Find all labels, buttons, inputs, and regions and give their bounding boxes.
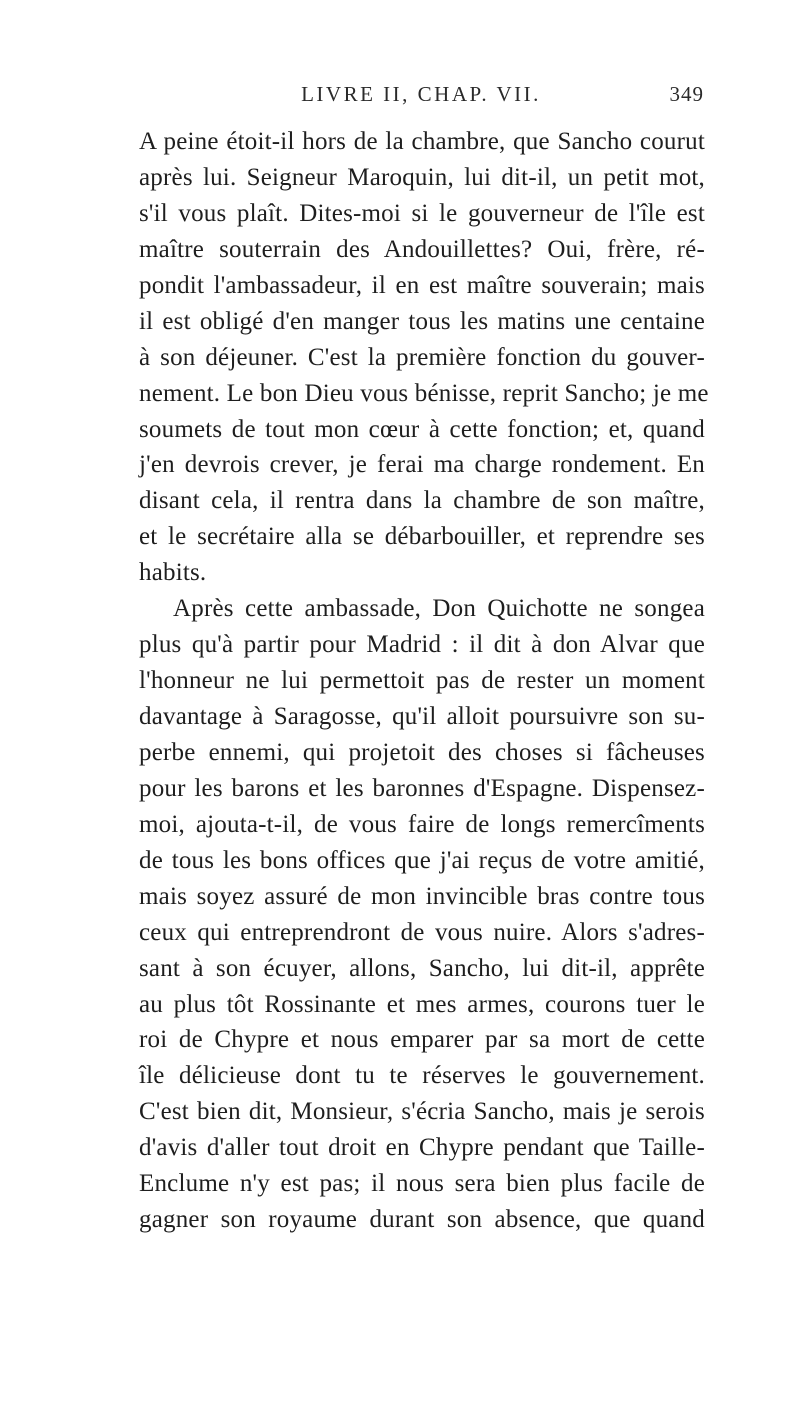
text-line: maître souterrain des Andouillettes? Oui, frère, ré- — [139, 235, 705, 263]
text-line: l'honneur ne lui permettoit pas de rester un moment — [139, 667, 705, 695]
text-line: roi de Chypre et nous emparer par sa mort de cette — [139, 1026, 705, 1054]
text-line: nement. Le bon Dieu vous bénisse, reprit Sancho; je me — [139, 379, 709, 407]
text-line: et le secrétaire alla se débarbouiller, et reprendre ses — [139, 523, 705, 551]
text-line: ceux qui entreprendront de vous nuire. Alors s'adres- — [139, 918, 705, 946]
text-line: j'en devrois crever, je ferai ma charge rondement. En — [139, 451, 705, 479]
text-line: de tous les bons offices que j'ai reçus de votre amitié, — [139, 846, 705, 874]
text-line: moi, ajouta-t-il, de vous faire de longs remercîments — [139, 810, 705, 838]
text-line: d'avis d'aller tout droit en Chypre pendant que Taille- — [139, 1134, 705, 1162]
text-line: mais soyez assuré de mon invincible bras contre tous — [139, 882, 705, 910]
text-line: au plus tôt Rossinante et mes armes, courons tuer le — [139, 990, 705, 1018]
text-line: à son déjeuner. C'est la première fonction du gouver- — [139, 343, 705, 371]
running-title: LIVRE II, CHAP. VII. — [301, 82, 541, 106]
text-line: plus qu'à partir pour Madrid : il dit à don Alvar que — [139, 631, 705, 659]
text-line: il est obligé d'en manger tous les matins une centaine — [139, 307, 705, 335]
text-line: après lui. Seigneur Maroquin, lui dit-il, un petit mot, — [139, 163, 705, 191]
text-line: soumets de tout mon cœur à cette fonction; et, quand — [139, 415, 705, 443]
text-line: disant cela, il rentra dans la chambre de son maître, — [139, 487, 705, 515]
text-line: Après cette ambassade, Don Quichotte ne songea — [173, 595, 705, 623]
text-line: île délicieuse dont tu te réserves le gouvernement. — [139, 1062, 705, 1090]
page-number: 349 — [669, 82, 704, 106]
text-line: s'il vous plaît. Dites-moi si le gouverneur de l'île est — [139, 199, 705, 227]
text-line: sant à son écuyer, allons, Sancho, lui dit-il, apprête — [139, 954, 705, 982]
text-line: habits. — [139, 559, 207, 587]
text-line: Enclume n'y est pas; il nous sera bien plus facile de — [139, 1170, 705, 1198]
text-line: perbe ennemi, qui projetoit des choses si fâcheuses — [139, 738, 705, 766]
text-line: gagner son royaume durant son absence, que quand — [139, 1206, 705, 1234]
text-line: davantage à Saragosse, qu'il alloit poursuivre son su- — [139, 703, 705, 730]
paragraph-2 — [139, 591, 705, 1238]
text-line: C'est bien dit, Monsieur, s'écria Sancho, mais je serois — [139, 1098, 705, 1126]
text-line: A peine étoit-il hors de la chambre, que Sancho courut — [139, 128, 705, 155]
text-line: pondit l'ambassadeur, il en est maître souverain; mais — [139, 271, 705, 299]
body-text — [139, 124, 709, 1238]
running-head — [138, 82, 704, 112]
paragraph-1 — [139, 124, 709, 591]
text-line: pour les barons et les baronnes d'Espagne. Dispensez- — [139, 774, 705, 802]
